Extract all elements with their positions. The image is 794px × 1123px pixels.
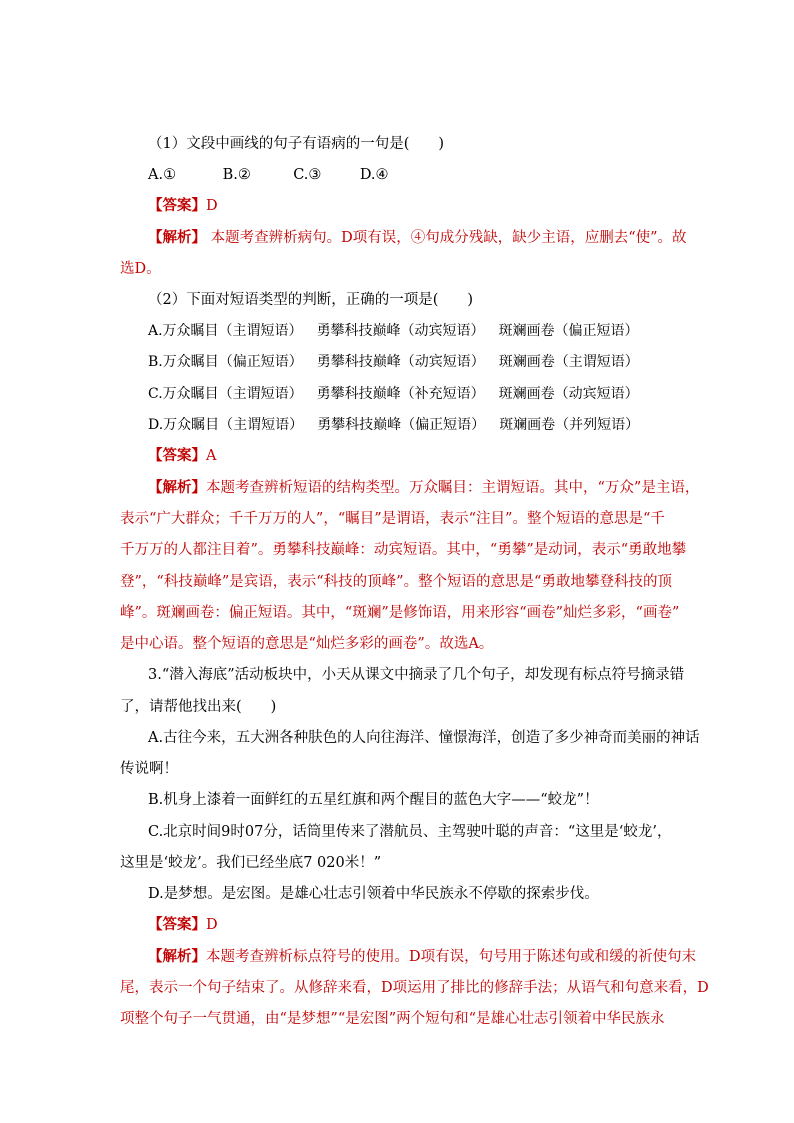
- option-part: C.万众瞩目（主谓短语）: [148, 386, 303, 402]
- option-part: 斑斓画卷（偏正短语）: [498, 323, 639, 339]
- analysis-text: ，缺少主语，应删去“使”。故: [497, 230, 687, 246]
- analysis-tag: 【解析】: [148, 479, 206, 496]
- option-part: 斑斓画卷（并列短语）: [499, 417, 640, 433]
- q2-option-a: [148, 321, 680, 341]
- q2-option-b: [148, 352, 680, 372]
- q1-analysis-line-2: 选D。: [120, 261, 161, 277]
- q3-option-b: B.机身上漆着一面鲜红的五星红旗和两个醒目的蓝色大字——“蛟龙”！: [148, 792, 599, 808]
- q1-analysis-line: [148, 228, 687, 248]
- analysis-text: 本题考查辨析短语的结构类型。万众瞩目：主谓短语。其中，“万众”是主语，: [206, 480, 700, 496]
- q1-option-d: D.④: [359, 167, 389, 183]
- q2-stem: （2）下面对短语类型的判断，正确的一项是( ): [148, 292, 474, 308]
- q2-analysis-line-4: 登”，“科技巅峰”是宾语，表示“科技的顶峰”。整个短语的意思是“勇敢地攀登科技的顶: [120, 574, 672, 590]
- q2-option-c: [148, 384, 680, 404]
- option-part: 斑斓画卷（动宾短语）: [498, 386, 639, 402]
- analysis-text: 本题考查辨析病句。D项有误，: [206, 230, 411, 246]
- answer-value: D: [206, 198, 218, 214]
- option-part: A.万众瞩目（主谓短语）: [148, 323, 303, 339]
- q3-analysis-line-1: [148, 947, 697, 967]
- q3-stem-2: 了，请帮他找出来( ): [120, 699, 277, 715]
- q1-option-a: A.①: [148, 167, 177, 183]
- option-part: 勇攀科技巅峰（动宾短语）: [316, 323, 485, 339]
- option-part: 勇攀科技巅峰（补充短语）: [316, 386, 485, 402]
- q2-analysis-line-6: 是中心语。整个短语的意思是“灿烂多彩的画卷”。故选A。: [120, 636, 494, 652]
- q2-option-d: [148, 415, 680, 435]
- option-part: 勇攀科技巅峰（动宾短语）: [316, 354, 485, 370]
- q2-analysis-line-5: 峰”。斑斓画卷：偏正短语。其中，“斑斓”是修饰语，用来形容“画卷”灿烂多彩，“画卷”: [120, 605, 680, 621]
- q1-option-c: C.③: [293, 167, 322, 183]
- q1-option-b: B.②: [222, 167, 251, 183]
- analysis-text: 本题考查辨析标点符号的使用。D项有误，句号用于陈述句或和缓的祈使句末: [206, 949, 697, 965]
- answer-value: D: [206, 917, 218, 933]
- answer-tag: 【答案】: [148, 447, 206, 464]
- answer-value: A: [206, 448, 217, 464]
- q3-analysis-line-2: 尾，表示一个句子结束了。从修辞来看，D项运用了排比的修辞手法；从语气和句意来看，D: [120, 980, 709, 996]
- analysis-tag: 【解析】: [148, 229, 206, 246]
- q2-analysis-line-1: [148, 478, 700, 498]
- q3-analysis-line-3: 项整个句子一气贯通，由“是梦想”“是宏图”两个短句和“是雄心壮志引领着中华民族永: [120, 1011, 665, 1027]
- answer-tag: 【答案】: [148, 197, 206, 214]
- option-part: 勇攀科技巅峰（偏正短语）: [317, 417, 486, 433]
- q3-option-a-1: A.古往今来，五大洲各种肤色的人向往海洋、憧憬海洋，创造了多少神奇而美丽的神话: [148, 730, 700, 746]
- q2-answer: [148, 446, 680, 466]
- option-part: B.万众瞩目（偏正短语）: [148, 354, 303, 370]
- q3-option-c-1: C.北京时间9时07分，话筒里传来了潜航员、主驾驶叶聪的声音：“这里是‘蛟龙’，: [148, 824, 672, 840]
- q2-analysis-line-2: 表示“广大群众；千千万万的人”，“瞩目”是谓语，表示“注目”。整个短语的意思是“千: [120, 511, 665, 527]
- q1-options: [148, 165, 680, 185]
- analysis-tag: 【解析】: [148, 948, 206, 965]
- q3-option-c-2: 这里是‘蛟龙’。我们已经坐底7 020米！”: [120, 855, 382, 871]
- answer-tag: 【答案】: [148, 916, 206, 933]
- q3-option-d: D.是梦想。是宏图。是雄心壮志引领着中华民族永不停歇的探索步伐。: [148, 886, 599, 902]
- q1-stem: （1）文段中画线的句子有语病的一句是( ): [148, 136, 445, 152]
- q2-analysis-line-3: 千万万的人都注目着”。勇攀科技巅峰：动宾短语。其中，“勇攀”是动词，表示“勇敢地攀: [120, 542, 687, 558]
- q1-answer: [148, 196, 680, 216]
- analysis-text: ④句成分残缺: [410, 230, 498, 246]
- option-part: 斑斓画卷（主谓短语）: [498, 354, 639, 370]
- option-part: D.万众瞩目（主谓短语）: [148, 417, 304, 433]
- q3-answer: [148, 915, 680, 935]
- q3-option-a-2: 传说啊！: [120, 761, 178, 777]
- q3-stem-1: 3.“潜入海底”活动板块中，小天从课文中摘录了几个句子，却发现有标点符号摘录错: [148, 667, 685, 683]
